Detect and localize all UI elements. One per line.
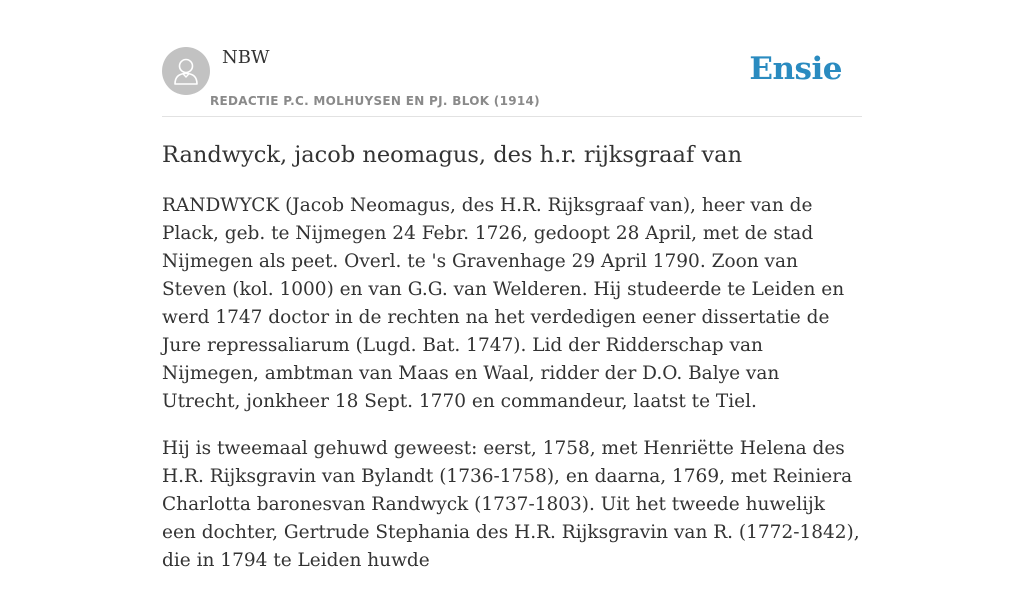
- article-container: [162, 0, 862, 571]
- paragraph: RANDWYCK (Jacob Neomagus, des H.R. Rijksgraaf van), heer van de Plack, geb. te Nijmegen 24 Febr. 1726, gedoopt 28 April, met de stad Nijmegen als peet. Overl. te 's Gravenhage 29 April 1790. Zoon van Steven (kol. 1000) en van G.G. van Welderen. Hij studeerde te Leiden en werd 1747 doctor in de rechten na het verdedigen eener dissertatie de Jure repressaliarum (Lugd. Bat. 1747). Lid der Ridderschap van Nijmegen, ambtman van Maas en Waal, ridder der D.O. Balye van Utrecht, jonkheer 18 Sept. 1770 en commandeur, laatst te Tiel.: [162, 195, 845, 412]
- user-icon: [172, 56, 200, 86]
- article-body: [162, 192, 862, 594]
- avatar[interactable]: [162, 47, 210, 95]
- brand-logo[interactable]: Ensie: [749, 51, 842, 87]
- source-credit: REDACTIE P.C. MOLHUYSEN EN PJ. BLOK (1914): [210, 94, 540, 108]
- author-name[interactable]: NBW: [222, 47, 270, 68]
- article-header: [162, 0, 862, 117]
- paragraph: Hij is tweemaal gehuwd geweest: eerst, 1758, met Henriëtte Helena des H.R. Rijksgravin van Bylandt (1736-1758), en daarna, 1769, met Reiniera Charlotta baronesvan Randwyck (1737-1803). Uit het tweede huwelijk een dochter, Gertrude Stephania des H.R. Rijksgravin van R. (1772-1842), die in 1794 te Leiden huwde: [162, 438, 860, 571]
- page-title: Randwyck, jacob neomagus, des h.r. rijksgraaf van: [162, 142, 743, 168]
